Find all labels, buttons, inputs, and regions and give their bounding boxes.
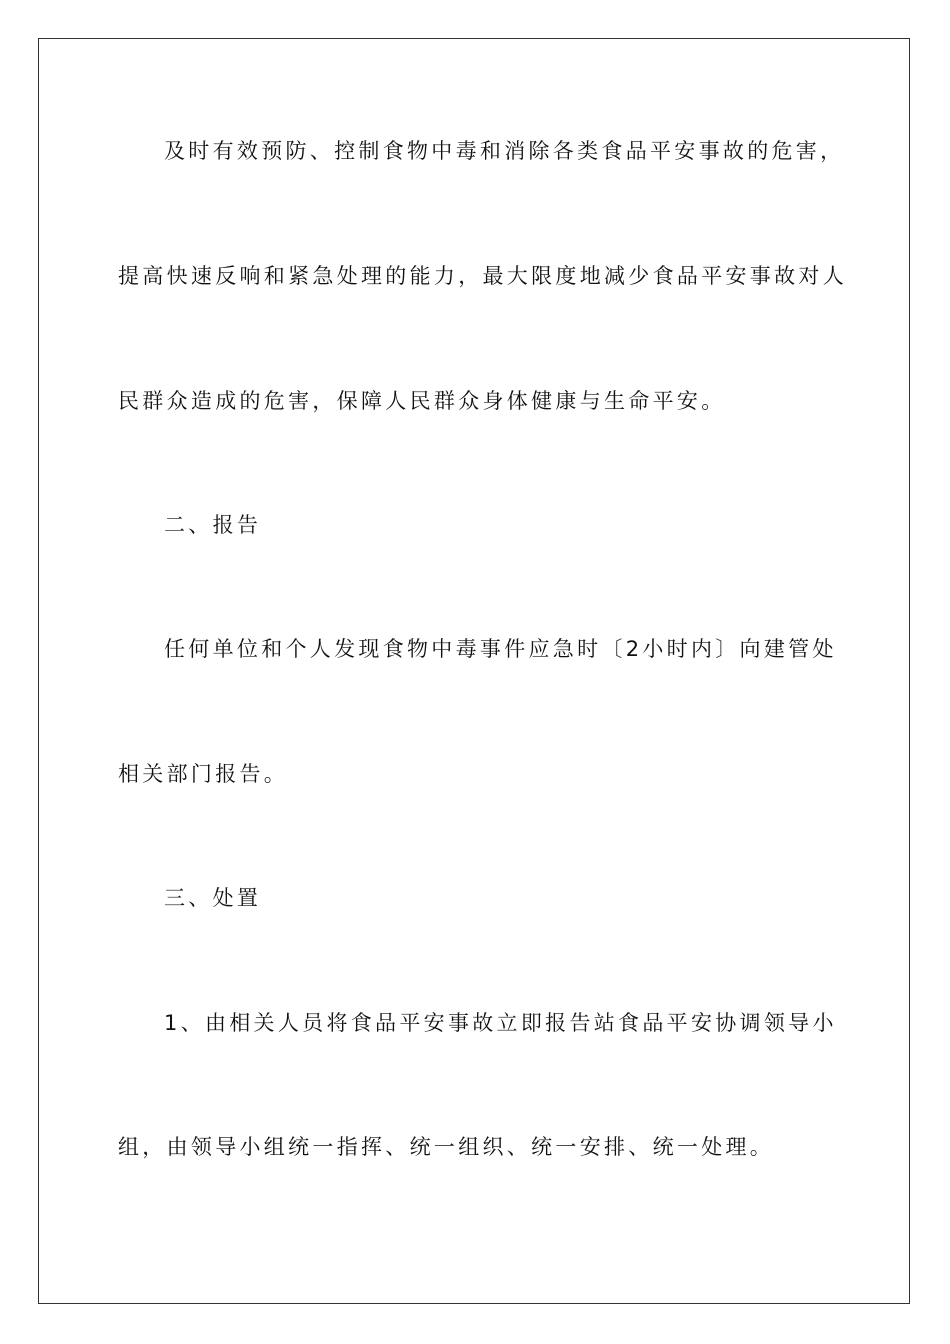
paragraph-line-5: 相关部门报告。: [118, 762, 289, 786]
page-border: [38, 38, 910, 1304]
paragraph-line-4: 任何单位和个人发现食物中毒事件应急时〔2小时内〕向建管处: [164, 637, 837, 661]
section-heading-report: 二、报告: [164, 513, 262, 537]
section-heading-disposal: 三、处置: [164, 886, 262, 910]
paragraph-line-6: 1、由相关人员将食品平安事故立即报告站食品平安协调领导小: [164, 1011, 837, 1035]
paragraph-line-7: 组，由领导小组统一指挥、统一组织、统一安排、统一处理。: [118, 1135, 775, 1159]
paragraph-line-1: 及时有效预防、控制食物中毒和消除各类食品平安事故的危害，: [164, 139, 845, 163]
paragraph-line-3: 民群众造成的危害，保障人民群众身体健康与生命平安。: [118, 389, 726, 413]
paragraph-line-2: 提高快速反响和紧急处理的能力，最大限度地减少食品平安事故对人: [118, 264, 847, 288]
